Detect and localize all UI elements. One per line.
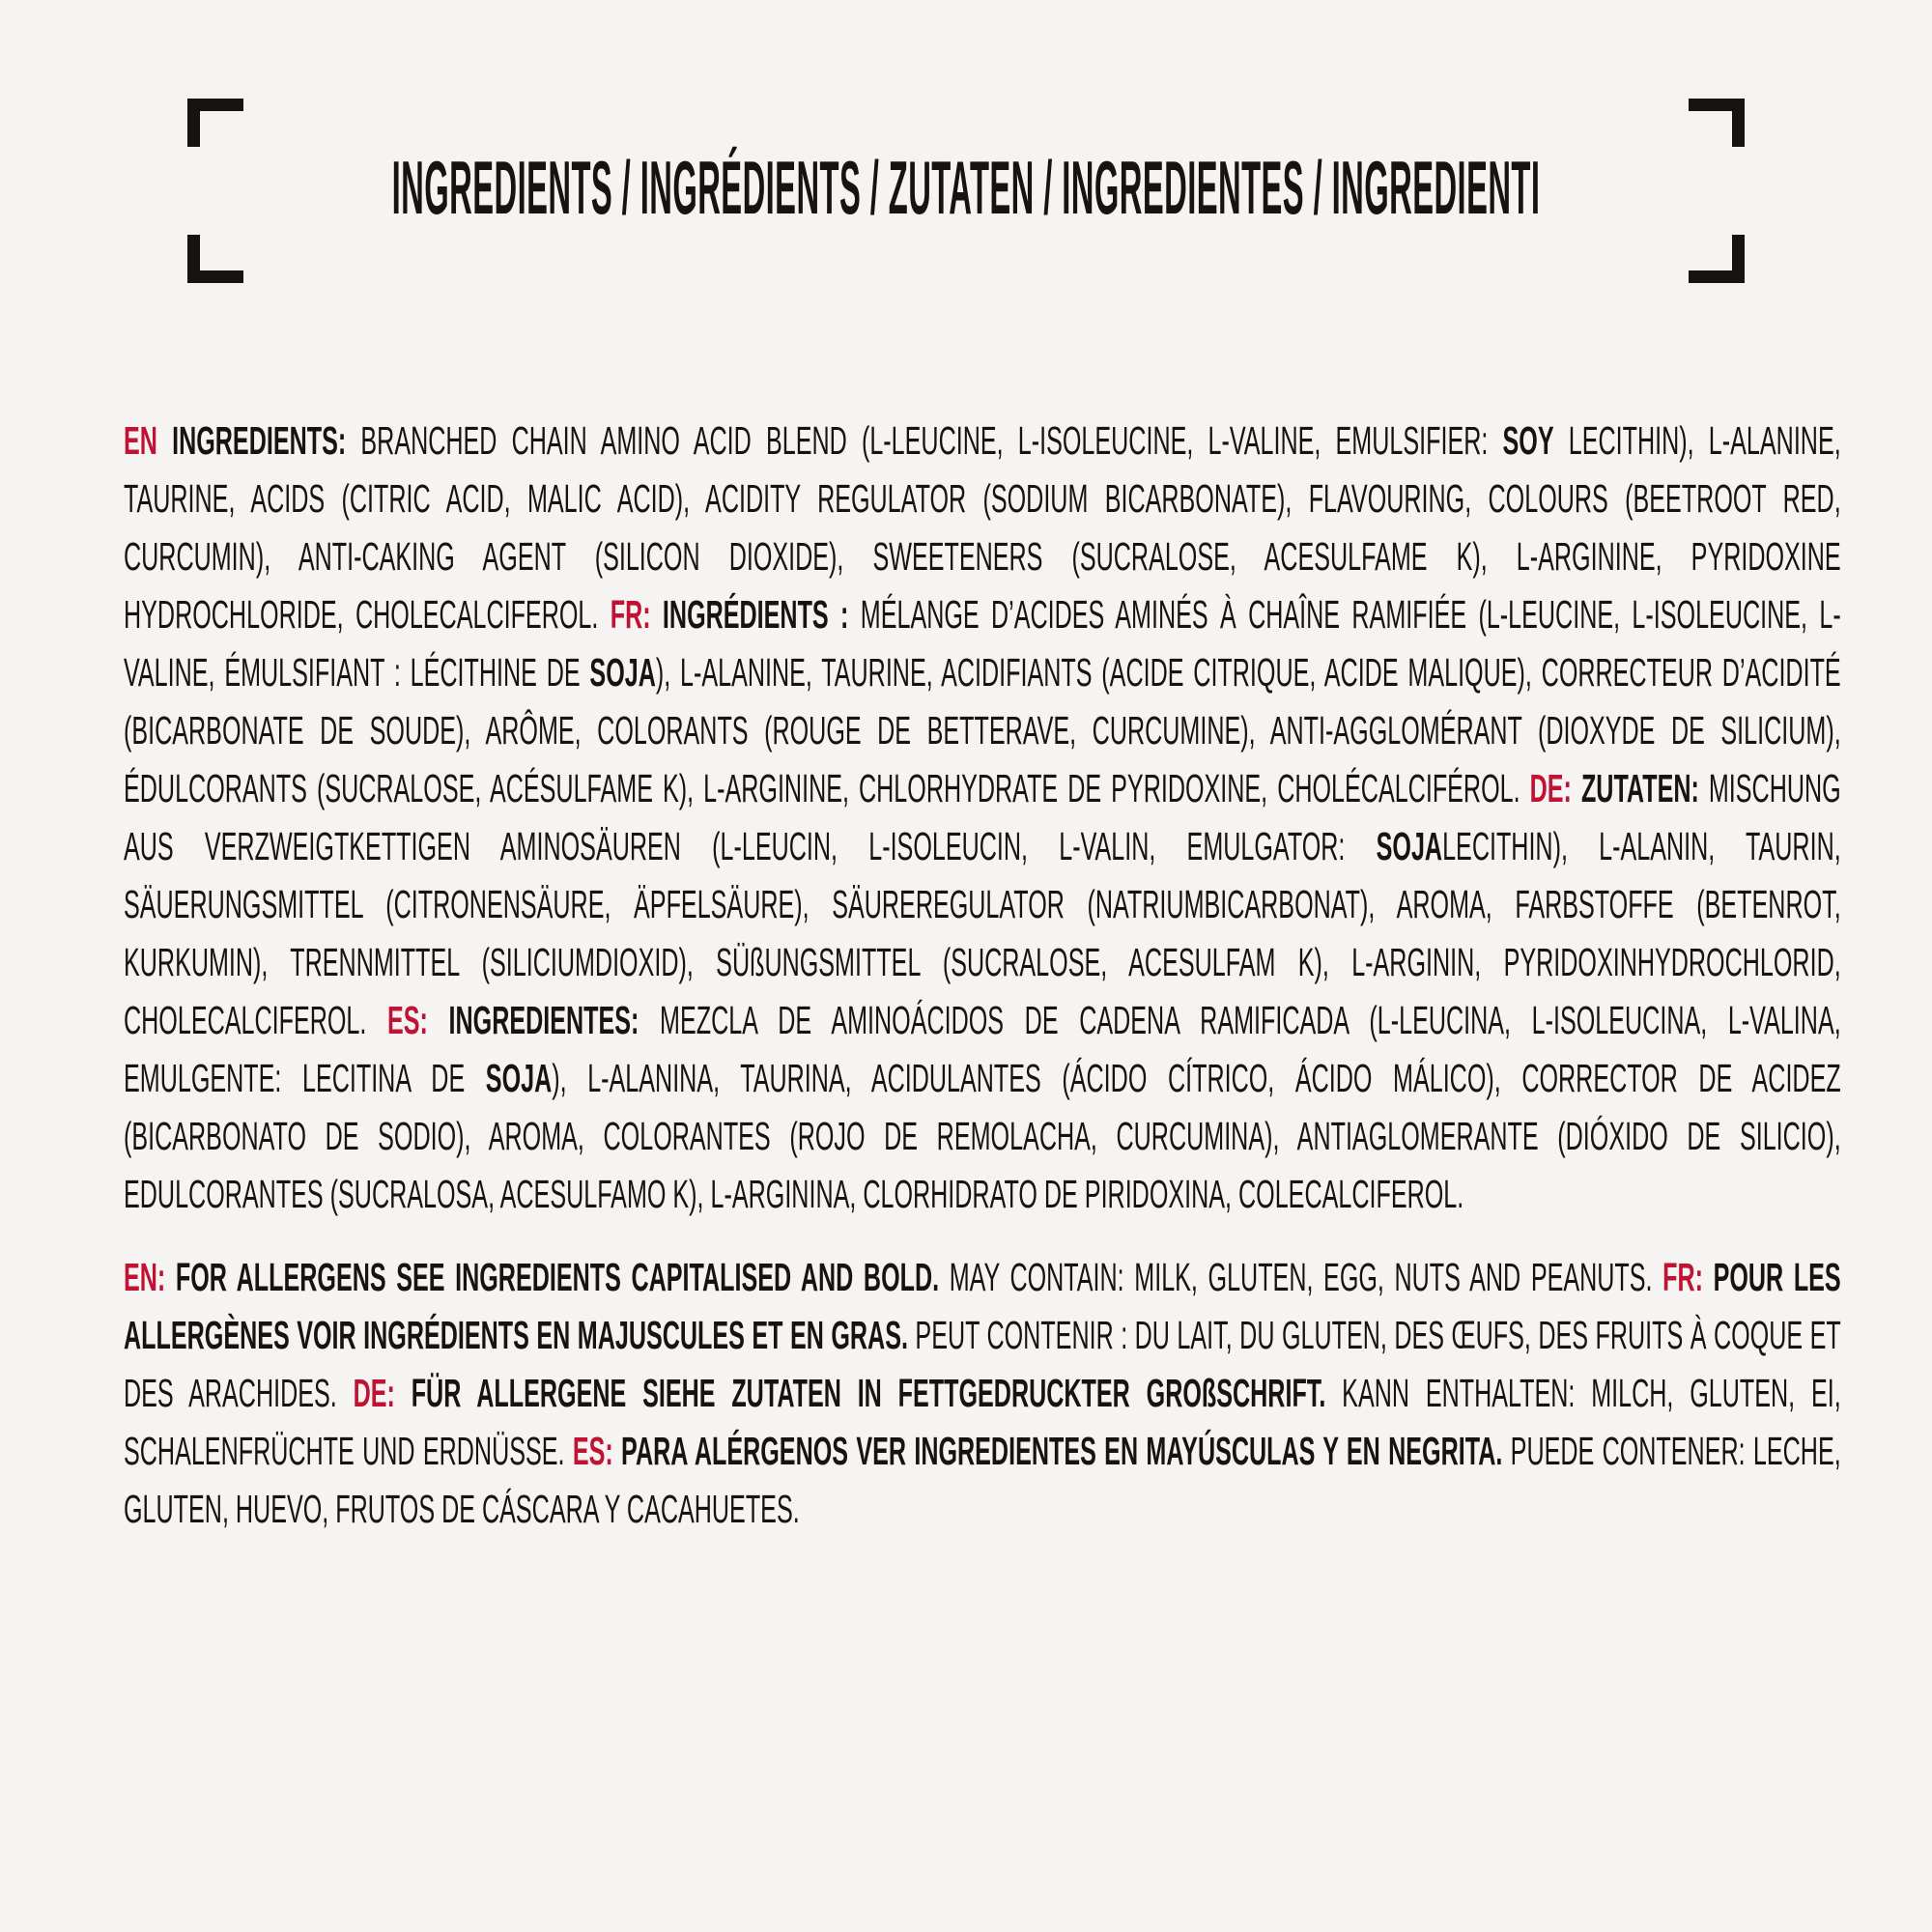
text-segment: PUEDE CONTENER: LECHE, GLUTEN, HUEVO, FRUTOS DE CÁSCARA Y CACAHUETES. xyxy=(124,1429,1841,1531)
page-title: INGREDIENTS / INGRÉDIENTS / ZUTATEN / INGREDIENTES / INGREDIENTI xyxy=(391,145,1541,230)
text-segment: LECITHIN), L-ALANIN, TAURIN, SÄUERUNGSMITTEL (CITRONENSÄURE, ÄPFELSÄURE), SÄUREREGULATOR (NATRIUMBICARBONAT), AROMA, FARBSTOFFE (BETENROT, KURKUMIN), TRENNMITTEL (SILICIUMDIOXID), SÜßUNGSMITTEL (SUCRALOSE, ACESULFAM K), L-ARGININ, PYRIDOXINHYDROCHLORID, CHOLECALCIFEROL. xyxy=(124,824,1841,1042)
text-segment: PEUT CONTENIR : DU LAIT, DU GLUTEN, DES ŒUFS, DES FRUITS À COQUE ET DES ARACHIDES. xyxy=(124,1313,1841,1415)
text-segment: SOJA xyxy=(1376,824,1443,868)
text-segment: LECITHIN), L-ALANINE, TAURINE, ACIDS (CITRIC ACID, MALIC ACID), ACIDITY REGULATOR (SODIUM BICARBONATE), FLAVOURING, COLOURS (BEETROOT RED, CURCUMIN), ANTI-CAKING AGENT (SILICON DIOXIDE), SWEETENERS (SUCRALOSE, ACESULFAME K), L-ARGININE, PYRIDOXINE HYDROCHLORIDE, CHOLECALCIFEROL. xyxy=(124,418,1841,637)
text-segment: ES: xyxy=(387,998,449,1042)
text-segment: MEZCLA DE AMINOÁCIDOS DE CADENA RAMIFICADA (L-LEUCINA, L-ISOLEUCINA, L-VALINA, EMULGENTE: LECITINA DE xyxy=(124,998,1841,1100)
text-segment: POUR LES ALLERGÈNES VOIR INGRÉDIENTS EN MAJUSCULES ET EN GRAS. xyxy=(124,1255,1841,1357)
ingredients-paragraph xyxy=(124,412,1841,1223)
text-segment: ), L-ALANINE, TAURINE, ACIDIFIANTS (ACIDE CITRIQUE, ACIDE MALIQUE), CORRECTEUR D’ACIDITÉ (BICARBONATE DE SOUDE), ARÔME, COLORANTS (ROUGE DE BETTERAVE, CURCUMINE), ANTI-AGGLOMÉRANT (DIOXYDE DE SILICIUM), ÉDULCORANTS (SUCRALOSE, ACÉSULFAME K), L-ARGININE, CHLORHYDRATE DE PYRIDOXINE, CHOLÉCALCIFÉROL. xyxy=(124,650,1841,810)
text-segment: EN: xyxy=(124,1255,176,1299)
text-segment: MÉLANGE D’ACIDES AMINÉS À CHAÎNE RAMIFIÉE (L-LEUCINE, L-ISOLEUCINE, L-VALINE, ÉMULSIFIANT : LÉCITHINE DE xyxy=(124,592,1841,695)
text-segment: DE: xyxy=(353,1371,412,1415)
label-body xyxy=(124,412,1841,1538)
text-segment: DE: xyxy=(1529,766,1581,810)
text-segment: PARA ALÉRGENOS VER INGREDIENTES EN MAYÚSCULAS Y EN NEGRITA. xyxy=(621,1429,1511,1473)
text-segment: FOR ALLERGENS SEE INGREDIENTS CAPITALISED AND BOLD. xyxy=(175,1255,950,1299)
corner-bracket-top-right-icon xyxy=(1689,99,1745,147)
allergens-paragraph xyxy=(124,1248,1841,1538)
text-segment: ZUTATEN: xyxy=(1580,766,1709,810)
text-segment: KANN ENTHALTEN: MILCH, GLUTEN, EI, SCHALENFRÜCHTE UND ERDNÜSSE. xyxy=(124,1371,1841,1473)
text-segment: SOJA xyxy=(485,1056,553,1100)
text-segment: FR: xyxy=(610,592,663,637)
text-segment: ES: xyxy=(572,1429,622,1473)
text-segment: BRANCHED CHAIN AMINO ACID BLEND (L-LEUCINE, L-ISOLEUCINE, L-VALINE, EMULSIFIER: xyxy=(360,418,1503,463)
corner-bracket-top-left-icon xyxy=(187,99,243,147)
text-segment: INGREDIENTS: xyxy=(172,418,361,463)
text-segment: FR: xyxy=(1662,1255,1714,1299)
text-segment: MAY CONTAIN: MILK, GLUTEN, EGG, NUTS AND PEANUTS. xyxy=(949,1255,1663,1299)
text-segment: INGREDIENTES: xyxy=(448,998,661,1042)
corner-bracket-bottom-left-icon xyxy=(187,235,243,283)
text-segment: ), L-ALANINA, TAURINA, ACIDULANTES (ÁCIDO CÍTRICO, ÁCIDO MÁLICO), CORRECTOR DE ACIDEZ (BICARBONATO DE SODIO), AROMA, COLORANTES (ROJO DE REMOLACHA, CURCUMINA), ANTIAGLOMERANTE (DIÓXIDO DE SILICIO), EDULCORANTES (SUCRALOSA, ACESULFAMO K), L-ARGININA, CLORHIDRATO DE PIRIDOXINA, COLECALCIFEROL. xyxy=(124,1056,1841,1216)
title-block xyxy=(0,145,1932,230)
text-segment: MISCHUNG AUS VERZWEIGTKETTIGEN AMINOSÄUREN (L-LEUCIN, L-ISOLEUCIN, L-VALIN, EMULGATOR: xyxy=(124,766,1841,868)
text-segment: SOY xyxy=(1502,418,1554,463)
corner-bracket-bottom-right-icon xyxy=(1689,235,1745,283)
text-segment: FÜR ALLERGENE SIEHE ZUTATEN IN FETTGEDRUCKTER GROßSCHRIFT. xyxy=(411,1371,1343,1415)
text-segment: INGRÉDIENTS : xyxy=(662,592,861,637)
text-segment: EN xyxy=(124,418,173,463)
text-segment: SOJA xyxy=(589,650,656,695)
